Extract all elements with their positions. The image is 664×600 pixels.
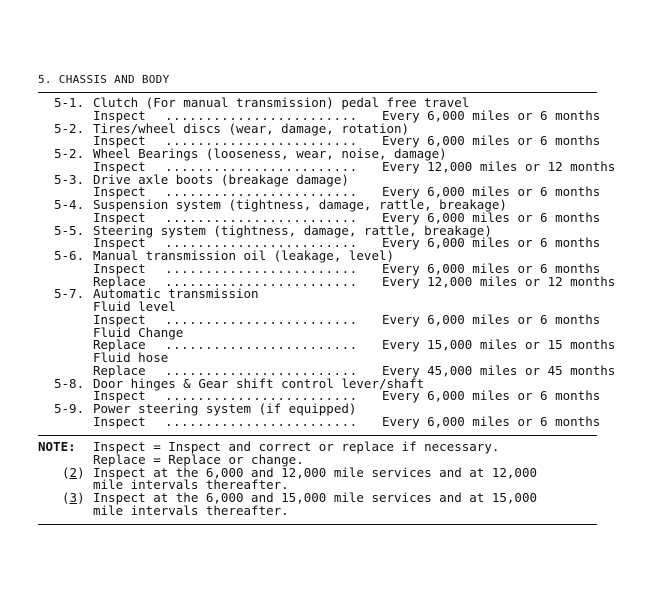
leader-dots: ........................ bbox=[165, 413, 358, 429]
service-subheading: Fluid level bbox=[93, 299, 176, 314]
service-interval: Every 6,000 miles or 6 months bbox=[382, 413, 601, 429]
footnote-number: 3 bbox=[69, 490, 78, 505]
item-number: 5-7. bbox=[54, 286, 85, 302]
service-interval: Every 12,000 miles or 12 months bbox=[382, 158, 616, 174]
item-number: 5-4. bbox=[54, 197, 85, 212]
service-interval: Every 15,000 miles or 15 months bbox=[382, 337, 616, 353]
notes-rule bbox=[38, 435, 597, 436]
service-subheading: Fluid hose bbox=[93, 350, 169, 365]
item-title: Steering system (tightness, damage, rattle, breakage) bbox=[93, 222, 492, 238]
service-action: Replace bbox=[93, 273, 146, 289]
item-number: 5-3. bbox=[54, 171, 85, 187]
item-title: Clutch (For manual transmission) pedal free travel bbox=[93, 95, 470, 110]
service-interval: Every 45,000 miles or 45 months bbox=[382, 362, 616, 378]
item-number: 5-9. bbox=[54, 401, 85, 416]
service-action: Inspect bbox=[93, 235, 146, 251]
item-title: Wheel Bearings (looseness, wear, noise, damage) bbox=[93, 146, 447, 161]
notes-block bbox=[38, 441, 638, 518]
leader-dots: ........................ bbox=[165, 158, 358, 174]
item-title: Drive axle boots (breakage damage) bbox=[93, 171, 349, 187]
footnote-text: Inspect at the 6,000 and 15,000 mile services and at 15,000 bbox=[93, 490, 538, 505]
item-number: 5-2. bbox=[54, 120, 85, 136]
service-action: Inspect bbox=[93, 311, 146, 327]
service-action: Inspect bbox=[93, 260, 146, 276]
service-action: Inspect bbox=[93, 107, 146, 123]
service-interval: Every 6,000 miles or 6 months bbox=[382, 209, 601, 225]
service-action: Inspect bbox=[93, 209, 146, 225]
service-subheading: Fluid Change bbox=[93, 324, 184, 340]
footnote-ref: (3) bbox=[62, 490, 85, 505]
leader-dots: ........................ bbox=[165, 184, 358, 200]
footnote-text: Inspect at the 6,000 and 12,000 mile services and at 12,000 bbox=[93, 464, 538, 480]
item-title: Tires/wheel discs (wear, damage, rotation) bbox=[93, 120, 410, 136]
footnote-line bbox=[38, 502, 638, 518]
item-title: Automatic transmission bbox=[93, 286, 259, 302]
leader-dots: ........................ bbox=[165, 209, 358, 225]
note-definition-text: Inspect = Inspect and correct or replace if necessary. bbox=[93, 439, 500, 454]
service-action: Replace bbox=[93, 337, 146, 353]
service-interval: Every 6,000 miles or 6 months bbox=[382, 311, 601, 327]
item-title: Manual transmission oil (leakage, level) bbox=[93, 248, 395, 263]
leader-dots: ........................ bbox=[165, 107, 358, 123]
service-interval: Every 12,000 miles or 12 months bbox=[382, 273, 616, 289]
leader-dots: ........................ bbox=[165, 388, 358, 404]
footnote-number: 2 bbox=[69, 464, 78, 480]
item-title: Suspension system (tightness, damage, rattle, breakage) bbox=[93, 197, 507, 212]
footnote-ref: (2) bbox=[62, 464, 85, 480]
note-definition-text: Replace = Replace or change. bbox=[93, 451, 304, 467]
item-service-line bbox=[38, 413, 638, 429]
item-number: 5-6. bbox=[54, 248, 85, 263]
leader-dots: ........................ bbox=[165, 260, 358, 276]
item-number: 5-2. bbox=[54, 146, 85, 161]
bottom-rule bbox=[38, 524, 597, 525]
maintenance-items bbox=[38, 97, 638, 429]
leader-dots: ........................ bbox=[165, 235, 358, 251]
service-interval: Every 6,000 miles or 6 months bbox=[382, 388, 601, 404]
leader-dots: ........................ bbox=[165, 311, 358, 327]
item-title: Power steering system (if equipped) bbox=[93, 401, 357, 416]
note-label: NOTE: bbox=[38, 439, 76, 454]
item-number: 5-8. bbox=[54, 375, 85, 391]
footnote-text: mile intervals thereafter. bbox=[93, 477, 289, 493]
service-action: Inspect bbox=[93, 388, 146, 404]
leader-dots: ........................ bbox=[165, 362, 358, 378]
item-number: 5-1. bbox=[54, 95, 85, 110]
top-rule bbox=[38, 92, 597, 93]
service-action: Inspect bbox=[93, 158, 146, 174]
leader-dots: ........................ bbox=[165, 133, 358, 149]
item-number: 5-5. bbox=[54, 222, 85, 238]
service-action: Inspect bbox=[93, 413, 146, 429]
service-action: Replace bbox=[93, 362, 146, 378]
item-title: Door hinges & Gear shift control lever/shaft bbox=[93, 375, 425, 391]
service-interval: Every 6,000 miles or 6 months bbox=[382, 235, 601, 251]
service-interval: Every 6,000 miles or 6 months bbox=[382, 184, 601, 200]
footnote-text: mile intervals thereafter. bbox=[93, 502, 289, 518]
service-action: Inspect bbox=[93, 133, 146, 149]
leader-dots: ........................ bbox=[165, 337, 358, 353]
service-interval: Every 6,000 miles or 6 months bbox=[382, 133, 601, 149]
service-interval: Every 6,000 miles or 6 months bbox=[382, 260, 601, 276]
service-interval: Every 6,000 miles or 6 months bbox=[382, 107, 601, 123]
leader-dots: ........................ bbox=[165, 273, 358, 289]
service-action: Inspect bbox=[93, 184, 146, 200]
section-title: 5. CHASSIS AND BODY bbox=[38, 73, 170, 86]
